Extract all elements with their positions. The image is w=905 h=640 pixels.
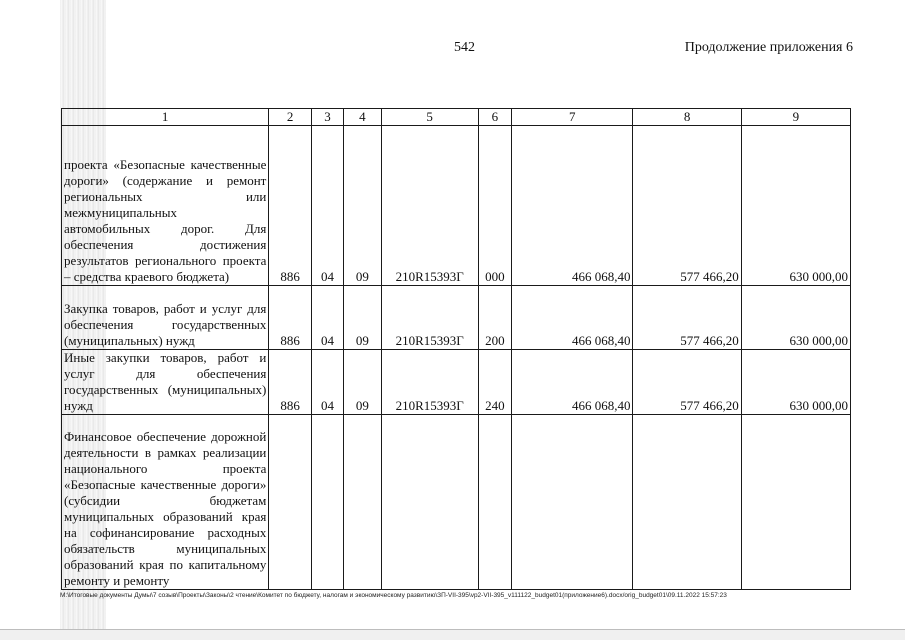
subsection-code-cell: 09 [344, 350, 381, 415]
expense-type-cell: 240 [478, 350, 511, 415]
amount-cell [741, 415, 850, 590]
amount-cell: 466 068,40 [512, 350, 633, 415]
subsection-code-cell: 09 [344, 126, 381, 286]
ministry-code-cell [269, 415, 311, 590]
table-header-row [62, 109, 851, 126]
expense-type-cell: 000 [478, 126, 511, 286]
table-row [62, 286, 851, 350]
column-header: 5 [381, 109, 478, 126]
column-header: 8 [633, 109, 741, 126]
document-path-footer: M:\Итоговые документы Думы\7 созыв\Проекты\Законы\2 чтение\Комитет по бюджету, налогам и экономическому развитию\ЗП-VII-395\vp2-VII-395_v111122_budget01(приложение6).docx/orig_budget01\09.11.2022 15:57:23 [60, 592, 727, 599]
amount-cell: 630 000,00 [741, 350, 850, 415]
column-header: 2 [269, 109, 311, 126]
amount-cell: 577 466,20 [633, 350, 741, 415]
column-header: 4 [344, 109, 381, 126]
column-header: 1 [62, 109, 269, 126]
amount-cell [633, 415, 741, 590]
row-name-cell: проекта «Безопасные качественные дороги» (содержание и ремонт региональных или межмуниципальных автомобильных дорог. Для обеспечения достижения результатов регионального проекта – средства краевого бюджета) [62, 126, 269, 286]
row-name-cell: Финансовое обеспечение дорожной деятельности в рамках реализации национального проекта «Безопасные качественные дороги» (субсидии бюджетам муниципальных образований края на софинансирование расходных обязательств муниципальных образований края по капитальному ремонту и ремонту [62, 415, 269, 590]
column-header: 7 [512, 109, 633, 126]
section-code-cell [311, 415, 343, 590]
amount-cell: 466 068,40 [512, 286, 633, 350]
expense-type-cell: 200 [478, 286, 511, 350]
ministry-code-cell: 886 [269, 126, 311, 286]
amount-cell [512, 415, 633, 590]
column-header: 9 [741, 109, 850, 126]
page-number: 542 [454, 40, 475, 55]
scan-bottom-edge [0, 629, 905, 640]
row-name-cell: Иные закупки товаров, работ и услуг для обеспечения государственных (муниципальных) нужд [62, 350, 269, 415]
table-row [62, 126, 851, 286]
amount-cell: 577 466,20 [633, 286, 741, 350]
target-code-cell: 210R15393Г [381, 350, 478, 415]
appendix-continuation-label: Продолжение приложения 6 [684, 40, 853, 55]
column-header: 6 [478, 109, 511, 126]
column-header: 3 [311, 109, 343, 126]
target-code-cell: 210R15393Г [381, 286, 478, 350]
table-row [62, 350, 851, 415]
row-name-cell: Закупка товаров, работ и услуг для обеспечения государственных (муниципальных) нужд [62, 286, 269, 350]
ministry-code-cell: 886 [269, 286, 311, 350]
table-row [62, 415, 851, 590]
section-code-cell: 04 [311, 350, 343, 415]
subsection-code-cell: 09 [344, 286, 381, 350]
subsection-code-cell [344, 415, 381, 590]
ministry-code-cell: 886 [269, 350, 311, 415]
amount-cell: 577 466,20 [633, 126, 741, 286]
target-code-cell [381, 415, 478, 590]
section-code-cell: 04 [311, 286, 343, 350]
amount-cell: 630 000,00 [741, 286, 850, 350]
expense-type-cell [478, 415, 511, 590]
budget-table [61, 108, 851, 590]
amount-cell: 630 000,00 [741, 126, 850, 286]
amount-cell: 466 068,40 [512, 126, 633, 286]
section-code-cell: 04 [311, 126, 343, 286]
target-code-cell: 210R15393Г [381, 126, 478, 286]
